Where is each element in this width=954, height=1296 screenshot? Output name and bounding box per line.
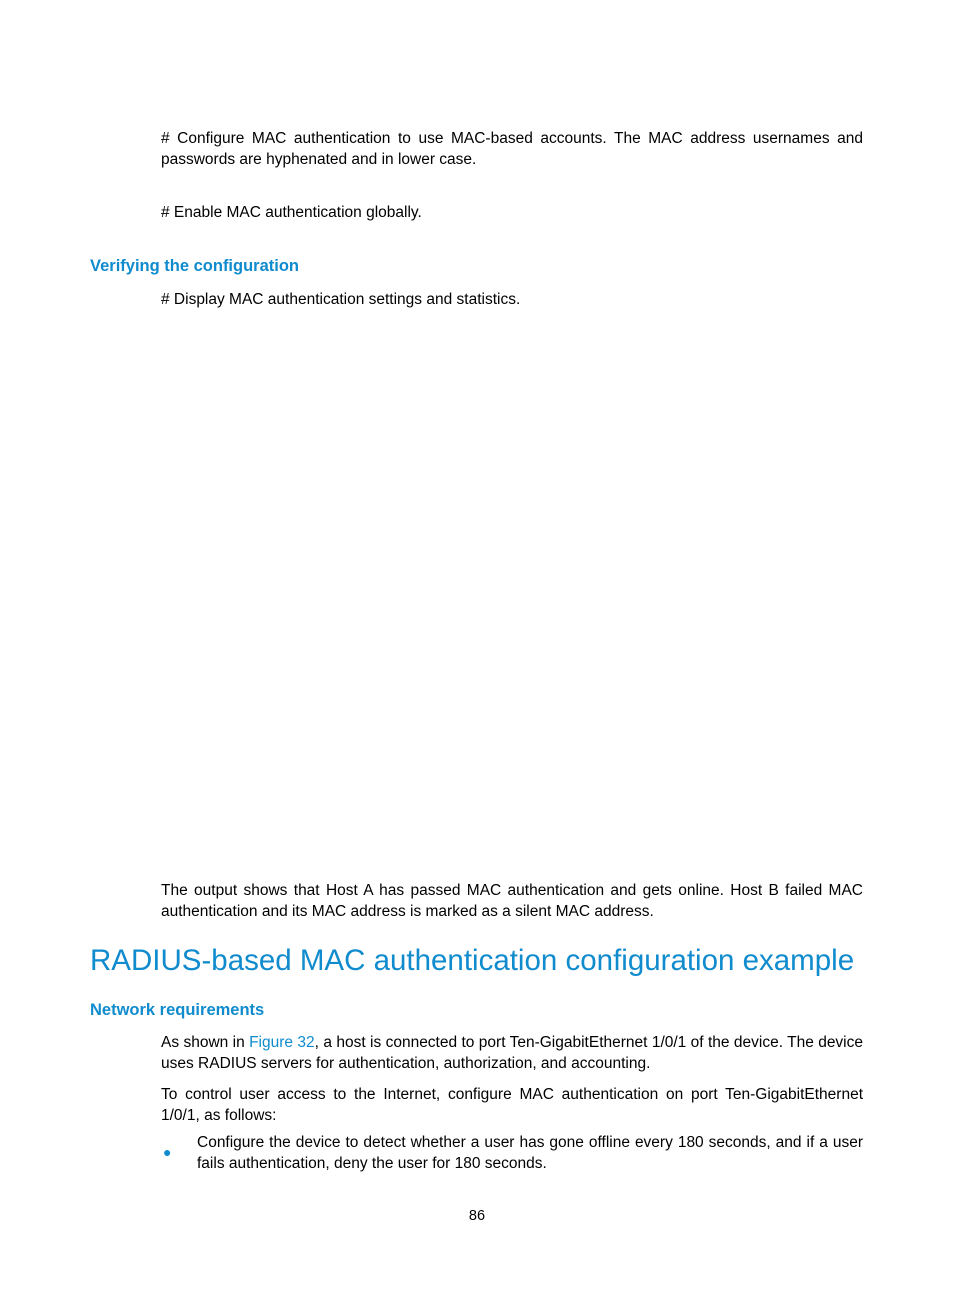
paragraph-as-shown-after: , a host is connected to port Ten-GigabitEthernet 1/0/1 of the device. The device uses RADIUS servers for authentication, authorization, and accounting. — [161, 1034, 863, 1072]
bullet-item-detect-offline: Configure the device to detect whether a user has gone offline every 180 seconds, and if a user fails authentication, deny the user for 180 seconds. — [197, 1134, 863, 1172]
paragraph-as-shown — [161, 1032, 863, 1074]
paragraph-control-access: To control user access to the Internet, configure MAC authentication on port Ten-GigabitEthernet 1/0/1, as follows: — [161, 1086, 863, 1124]
paragraph-display-settings: # Display MAC authentication settings and statistics. — [161, 291, 521, 308]
heading-radius-example: RADIUS-based MAC authentication configuration example — [90, 944, 855, 977]
bullet-dot-icon: ● — [163, 1144, 172, 1160]
paragraph-output-result: The output shows that Host A has passed MAC authentication and gets online. Host B failed MAC authentication and its MAC address is marked as a silent MAC address. — [161, 882, 863, 920]
heading-network-requirements: Network requirements — [90, 1001, 265, 1019]
paragraph-mac-accounts: # Configure MAC authentication to use MAC-based accounts. The MAC address usernames and passwords are hyphenated and in lower case. — [161, 130, 863, 168]
paragraph-as-shown-before: As shown in — [161, 1034, 250, 1051]
paragraph-enable-global: # Enable MAC authentication globally. — [161, 204, 422, 221]
figure-32-link[interactable]: Figure 32 — [249, 1034, 315, 1051]
page-number: 86 — [468, 1208, 486, 1224]
heading-verifying-configuration: Verifying the configuration — [90, 257, 300, 275]
